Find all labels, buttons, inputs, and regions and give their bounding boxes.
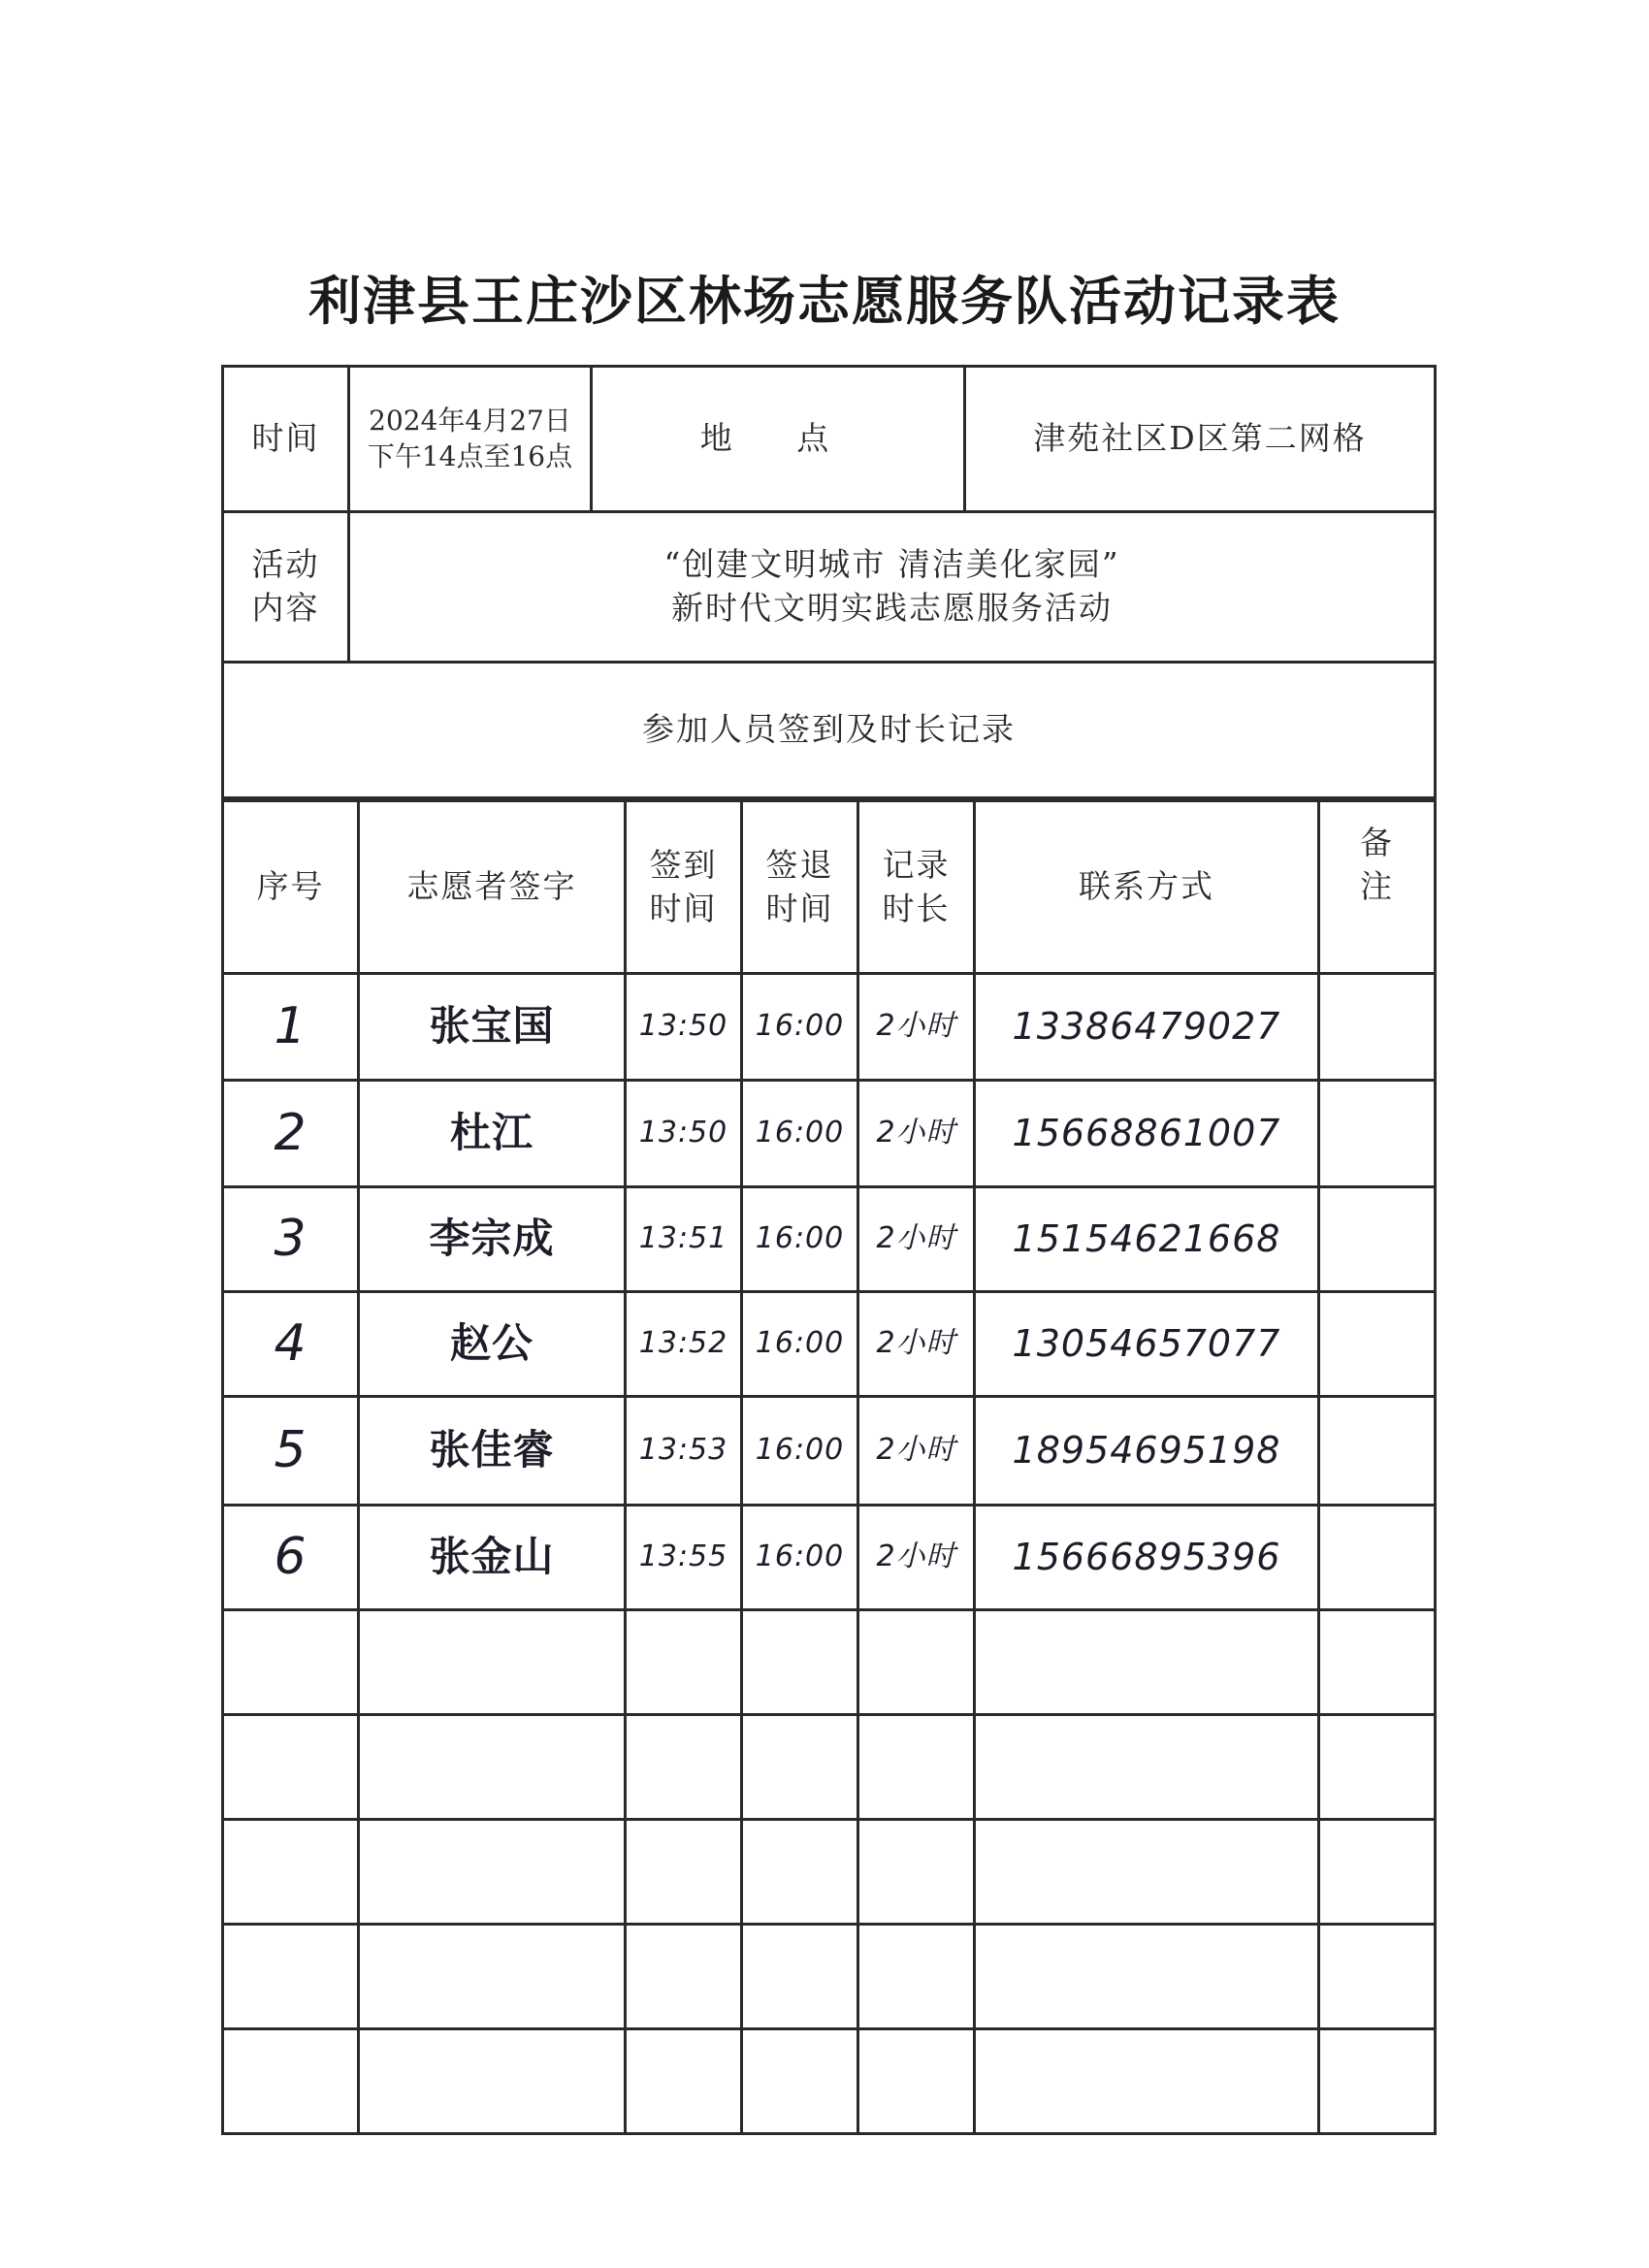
row-duration: 2小时 [858, 1292, 975, 1397]
row-checkin: 13:52 [626, 1292, 742, 1397]
attendance-table [221, 799, 1437, 2135]
col-remark-line1: 备 [1360, 824, 1394, 861]
time-label: 时间 [223, 367, 349, 512]
row-phone: 18954695198 [975, 1397, 1319, 1506]
content-label-line1: 活动 [251, 545, 320, 584]
col-checkin-line2: 时间 [649, 889, 718, 927]
row-duration: 2小时 [858, 974, 975, 1081]
col-checkout-line1: 签退 [765, 845, 834, 884]
row-checkin: 13:50 [626, 974, 742, 1081]
row-remark [1319, 1081, 1436, 1187]
table-row [223, 974, 1436, 1081]
row-seq: 2 [223, 1081, 359, 1187]
row-signature: 张宝国 [359, 974, 626, 1081]
content-label [223, 512, 349, 663]
row-checkin: 13:55 [626, 1506, 742, 1610]
row-phone: 15666895396 [975, 1506, 1319, 1610]
row-phone: 13386479027 [975, 974, 1319, 1081]
content-value-line2: 新时代文明实践志愿服务活动 [671, 589, 1113, 627]
row-checkin: 13:51 [626, 1187, 742, 1292]
section-title-row [223, 663, 1436, 798]
time-location-row [223, 367, 1436, 512]
col-duration-line2: 时长 [882, 889, 951, 927]
row-checkout: 16:00 [742, 1081, 858, 1187]
row-signature: 张佳睿 [359, 1397, 626, 1506]
row-remark [1319, 1187, 1436, 1292]
row-seq: 1 [223, 974, 359, 1081]
content-value-line1: “创建文明城市 清洁美化家园” [663, 545, 1120, 584]
row-remark [1319, 1292, 1436, 1397]
row-phone: 15154621668 [975, 1187, 1319, 1292]
row-seq: 5 [223, 1397, 359, 1506]
content-label-line2: 内容 [251, 589, 320, 627]
header-row [223, 801, 1436, 974]
time-date: 2024年4月27日 [369, 405, 571, 437]
page-title: 利津县王庄沙区林场志愿服务队活动记录表 [308, 271, 1341, 332]
row-seq: 6 [223, 1506, 359, 1610]
table-row [223, 1081, 1436, 1187]
content-row [223, 512, 1436, 663]
time-range: 下午14点至16点 [367, 439, 573, 472]
empty-row [223, 1715, 1436, 1820]
col-duration-line1: 记录 [882, 845, 951, 884]
empty-row [223, 1925, 1436, 2029]
row-duration: 2小时 [858, 1081, 975, 1187]
col-checkin-line1: 签到 [649, 845, 718, 884]
col-contact-header: 联系方式 [975, 801, 1319, 974]
row-phone: 13054657077 [975, 1292, 1319, 1397]
row-checkout: 16:00 [742, 1506, 858, 1610]
row-remark [1319, 974, 1436, 1081]
row-signature: 李宗成 [359, 1187, 626, 1292]
col-seq-header: 序号 [223, 801, 359, 974]
table-row [223, 1397, 1436, 1506]
empty-row [223, 1820, 1436, 1925]
row-remark [1319, 1506, 1436, 1610]
row-remark [1319, 1397, 1436, 1506]
row-checkout: 16:00 [742, 1187, 858, 1292]
info-table [221, 365, 1437, 799]
table-row [223, 1187, 1436, 1292]
col-remark-header [1319, 801, 1436, 974]
empty-row [223, 1610, 1436, 1715]
col-checkin-header [626, 801, 742, 974]
col-checkout-line2: 时间 [765, 889, 834, 927]
row-checkin: 13:53 [626, 1397, 742, 1506]
row-checkout: 16:00 [742, 1292, 858, 1397]
location-value: 津苑社区D区第二网格 [965, 367, 1436, 512]
record-form [221, 365, 1434, 2135]
row-signature: 杜江 [359, 1081, 626, 1187]
row-phone: 15668861007 [975, 1081, 1319, 1187]
row-checkout: 16:00 [742, 1397, 858, 1506]
row-seq: 4 [223, 1292, 359, 1397]
table-row [223, 1292, 1436, 1397]
row-duration: 2小时 [858, 1506, 975, 1610]
empty-row [223, 2029, 1436, 2134]
content-value [349, 512, 1436, 663]
row-duration: 2小时 [858, 1187, 975, 1292]
row-checkout: 16:00 [742, 974, 858, 1081]
col-checkout-header [742, 801, 858, 974]
time-value [349, 367, 592, 512]
row-seq: 3 [223, 1187, 359, 1292]
section-title: 参加人员签到及时长记录 [223, 663, 1436, 798]
row-duration: 2小时 [858, 1397, 975, 1506]
col-signature-header: 志愿者签字 [359, 801, 626, 974]
row-signature: 张金山 [359, 1506, 626, 1610]
row-signature: 赵公 [359, 1292, 626, 1397]
col-remark-line2: 注 [1360, 866, 1394, 905]
col-duration-header [858, 801, 975, 974]
table-row [223, 1506, 1436, 1610]
row-checkin: 13:50 [626, 1081, 742, 1187]
location-label: 地 点 [592, 367, 965, 512]
